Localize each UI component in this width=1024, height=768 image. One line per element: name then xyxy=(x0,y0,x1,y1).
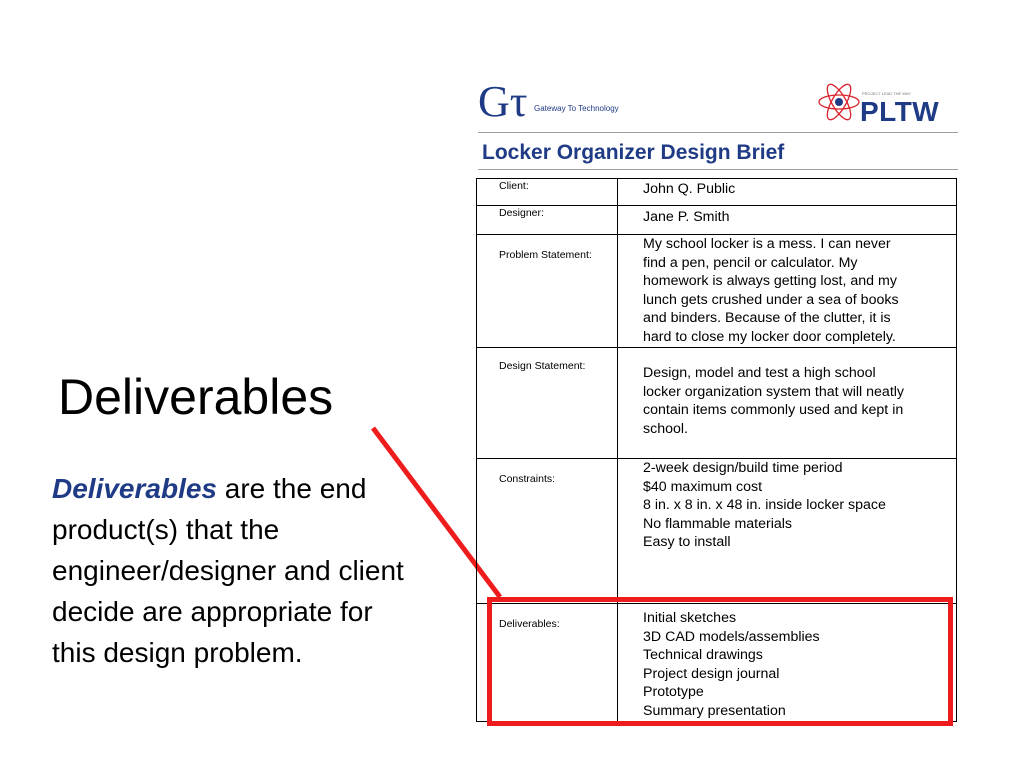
row-label: Designer: xyxy=(477,206,618,235)
slide-body-text xyxy=(52,468,412,673)
row-label: Design Statement: xyxy=(477,348,618,459)
text-line: $40 maximum cost xyxy=(643,478,763,495)
text-line: 8 in. x 8 in. x 48 in. inside locker space xyxy=(643,497,886,514)
text-line: My school locker is a mess. I can never xyxy=(643,236,891,252)
text-line: locker organization system that will neatly xyxy=(643,383,905,400)
row-value xyxy=(618,235,957,348)
row-value: Jane P. Smith xyxy=(618,206,957,235)
table-row-problem-statement xyxy=(477,235,957,348)
slide-title: Deliverables xyxy=(58,369,334,425)
table-row-design-statement xyxy=(477,348,957,459)
header-divider xyxy=(478,132,958,133)
row-value xyxy=(618,348,957,459)
svg-text:Gτ: Gτ xyxy=(478,77,528,126)
document-title: Locker Organizer Design Brief xyxy=(482,141,785,164)
row-label: Deliverables: xyxy=(477,604,618,722)
gateway-tagline: Gateway To Technology xyxy=(534,104,619,113)
text-line: school. xyxy=(643,420,688,437)
deliverables-definition: are the end product(s) that the engineer/designer and client decide are appropriate for this design problem. xyxy=(52,473,404,668)
row-label: Constraints: xyxy=(477,459,618,604)
text-line: Technical drawings xyxy=(643,647,763,664)
text-line: hard to close my locker door completely. xyxy=(643,328,896,345)
text-line: Project design journal xyxy=(643,665,780,682)
text-line: and binders. Because of the clutter, it is xyxy=(643,310,891,327)
pltw-tagline: PROJECT LEAD THE WAY xyxy=(862,91,911,96)
pltw-atom-logo xyxy=(816,76,862,128)
title-divider xyxy=(478,169,958,170)
gateway-to-technology-logo xyxy=(478,76,538,126)
table-row-client xyxy=(477,179,957,206)
document-header xyxy=(478,76,958,132)
deliverables-highlight-box xyxy=(487,597,953,726)
text-line: Initial sketches xyxy=(643,610,737,626)
deliverables-term: Deliverables xyxy=(52,473,217,504)
text-line: Prototype xyxy=(643,684,704,701)
text-line: 3D CAD models/assemblies xyxy=(643,628,820,645)
table-row-designer xyxy=(477,206,957,235)
row-label: Client: xyxy=(477,179,618,206)
text-line: No flammable materials xyxy=(643,515,793,532)
row-value xyxy=(618,459,957,604)
text-line: homework is always getting lost, and my xyxy=(643,273,897,290)
text-line: lunch gets crushed under a sea of books xyxy=(643,291,899,308)
text-line: 2-week design/build time period xyxy=(643,460,843,476)
text-line: Design, model and test a high school xyxy=(643,365,876,381)
row-value: John Q. Public xyxy=(618,179,957,206)
text-line: contain items commonly used and kept in xyxy=(643,402,904,419)
text-line: find a pen, pencil or calculator. My xyxy=(643,254,858,271)
text-line: Easy to install xyxy=(643,534,731,551)
row-label: Problem Statement: xyxy=(477,235,618,348)
table-row-constraints xyxy=(477,459,957,604)
pltw-wordmark: PLTW xyxy=(860,96,940,127)
text-line: Summary presentation xyxy=(643,702,786,719)
